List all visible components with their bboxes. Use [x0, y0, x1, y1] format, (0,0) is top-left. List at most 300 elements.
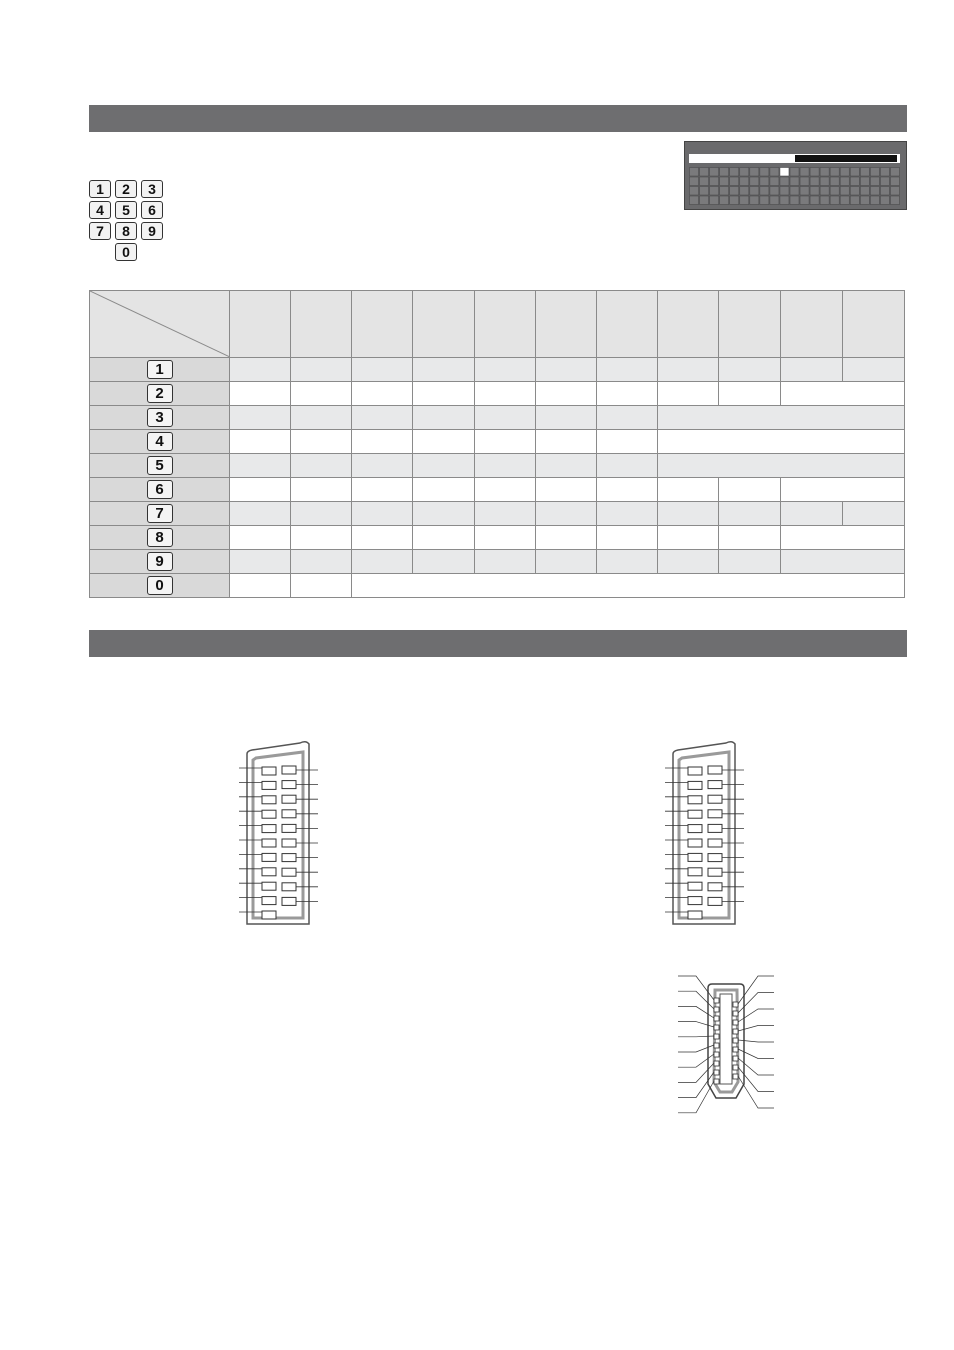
row-key-cell [90, 574, 230, 598]
scart-pin [282, 868, 296, 876]
hdmi-pin [714, 1025, 719, 1030]
grid-cell [750, 177, 759, 186]
table-cell [597, 406, 658, 430]
grid-cell [800, 177, 809, 186]
row-key-7: 7 [147, 504, 173, 523]
table-cell [475, 382, 536, 406]
scart-pin [282, 839, 296, 847]
table-header-cell [291, 291, 352, 358]
grid-cell [860, 177, 869, 186]
table-header-cell [843, 291, 905, 358]
grid-cell [750, 187, 759, 196]
table-cell [536, 478, 597, 502]
scart-pin [688, 810, 702, 818]
grid-cell [790, 177, 799, 186]
grid-cell [840, 187, 849, 196]
row-key-2: 2 [147, 384, 173, 403]
table-cell [352, 478, 413, 502]
table-header-cell [597, 291, 658, 358]
grid-cell [880, 196, 889, 205]
row-key-5: 5 [147, 456, 173, 475]
grid-cell [840, 196, 849, 205]
table-cell [291, 574, 352, 598]
hdmi-pin [714, 1043, 719, 1048]
grid-cell [790, 168, 799, 177]
table-header-cell [413, 291, 475, 358]
scart-pin [262, 839, 276, 847]
keypad-key-2: 2 [115, 180, 137, 198]
table-cell [230, 430, 291, 454]
table-cell [475, 526, 536, 550]
table-cell [413, 430, 475, 454]
grid-cell [870, 168, 879, 177]
table-cell [475, 550, 536, 574]
scart-pin [708, 897, 722, 905]
grid-cell [890, 196, 899, 205]
hdmi-pin [733, 1047, 738, 1052]
scart-pin [688, 796, 702, 804]
scart-pin [708, 781, 722, 789]
grid-cell [830, 196, 839, 205]
hdmi-pin [714, 1007, 719, 1012]
table-cell [291, 478, 352, 502]
table-cell [719, 478, 781, 502]
grid-cell [830, 177, 839, 186]
table-header-cell [719, 291, 781, 358]
keypad-key-3: 3 [141, 180, 163, 198]
table-cell [597, 454, 658, 478]
table-cell [352, 526, 413, 550]
grid-cell [850, 196, 859, 205]
grid-cell [730, 196, 739, 205]
section-header-bar-2 [89, 630, 907, 657]
table-row [90, 430, 905, 454]
keypad-key-4: 4 [89, 201, 111, 219]
character-grid [689, 167, 900, 205]
table-cell [536, 502, 597, 526]
grid-cell [840, 177, 849, 186]
table-cell [719, 502, 781, 526]
grid-cell [740, 177, 749, 186]
scart-pin [282, 766, 296, 774]
scart-pin [708, 824, 722, 832]
grid-cell [860, 196, 869, 205]
scart-pin [262, 897, 276, 905]
table-cell [719, 382, 781, 406]
table-cell [230, 454, 291, 478]
grid-cell [760, 177, 769, 186]
scart-pin [688, 781, 702, 789]
grid-cell [880, 187, 889, 196]
row-key-cell [90, 550, 230, 574]
scart-pin [262, 853, 276, 861]
grid-cell [690, 168, 699, 177]
scart-pin [708, 839, 722, 847]
table-cell [658, 406, 905, 430]
scart-pin [262, 796, 276, 804]
table-cell [536, 526, 597, 550]
table-cell [291, 430, 352, 454]
table-cell [536, 382, 597, 406]
table-row [90, 526, 905, 550]
hdmi-pin [733, 1020, 738, 1025]
table-cell [352, 406, 413, 430]
table-cell [230, 382, 291, 406]
table-cell [413, 502, 475, 526]
keypad-key-9: 9 [141, 222, 163, 240]
hdmi-pin [714, 1079, 719, 1084]
grid-cell [700, 168, 709, 177]
table-header-cell [230, 291, 291, 358]
scart-pin [708, 766, 722, 774]
table-cell [352, 502, 413, 526]
scart-connector-diagram-2 [660, 738, 750, 930]
section-header-bar-1 [89, 105, 907, 132]
table-cell [658, 478, 719, 502]
grid-cell [770, 168, 779, 177]
hdmi-pin [733, 1029, 738, 1034]
table-cell [597, 382, 658, 406]
row-key-3: 3 [147, 408, 173, 427]
row-key-9: 9 [147, 552, 173, 571]
table-cell [352, 454, 413, 478]
table-cell [536, 406, 597, 430]
grid-cell [710, 168, 719, 177]
grid-cell [790, 196, 799, 205]
table-cell [658, 550, 719, 574]
table-row [90, 382, 905, 406]
grid-cell [800, 187, 809, 196]
hdmi-pin [733, 1002, 738, 1007]
grid-cell [780, 187, 789, 196]
hdmi-pin [733, 1065, 738, 1070]
scart-pin [262, 781, 276, 789]
hdmi-connector-diagram [674, 968, 778, 1114]
scart-pin [282, 854, 296, 862]
grid-cell [720, 187, 729, 196]
table-cell [658, 502, 719, 526]
grid-cell [760, 196, 769, 205]
row-key-cell [90, 358, 230, 382]
grid-cell [860, 187, 869, 196]
table-cell [230, 502, 291, 526]
table-cell [719, 526, 781, 550]
scart-pin [282, 883, 296, 891]
hdmi-pin [714, 1052, 719, 1057]
row-key-cell [90, 502, 230, 526]
scart-pin [262, 825, 276, 833]
grid-cell [760, 187, 769, 196]
table-row [90, 478, 905, 502]
grid-cell [750, 168, 759, 177]
grid-cell [870, 177, 879, 186]
table-row [90, 358, 905, 382]
table-cell [413, 382, 475, 406]
hdmi-pin [733, 1038, 738, 1043]
grid-cell [810, 196, 819, 205]
scart-pin [282, 810, 296, 818]
scart-pin [282, 897, 296, 905]
scart-pin [688, 839, 702, 847]
grid-cell [730, 168, 739, 177]
table-cell [230, 526, 291, 550]
table-cell [230, 550, 291, 574]
table-cell [843, 502, 905, 526]
scart-pin [688, 825, 702, 833]
scart-pin [708, 868, 722, 876]
table-cell [781, 382, 905, 406]
keypad-key-6: 6 [141, 201, 163, 219]
scart-pin [262, 767, 276, 775]
grid-cell [690, 187, 699, 196]
grid-cell [810, 187, 819, 196]
row-key-cell [90, 406, 230, 430]
table-row [90, 574, 905, 598]
table-corner-cell [90, 291, 230, 358]
grid-cell [830, 187, 839, 196]
grid-cell [700, 196, 709, 205]
table-header-cell [536, 291, 597, 358]
row-key-cell [90, 454, 230, 478]
table-cell [597, 550, 658, 574]
hdmi-pin [714, 1016, 719, 1021]
connector-tongue [720, 994, 732, 1084]
table-cell [597, 358, 658, 382]
table-cell [352, 430, 413, 454]
grid-cell [690, 196, 699, 205]
table-cell [475, 502, 536, 526]
table-header-cell [475, 291, 536, 358]
table-cell [781, 550, 905, 574]
scart-pin [688, 897, 702, 905]
keypad-key-8: 8 [115, 222, 137, 240]
grid-cell [700, 187, 709, 196]
table-cell [413, 454, 475, 478]
table-cell [352, 550, 413, 574]
grid-cell [780, 168, 789, 177]
grid-cell [800, 196, 809, 205]
input-field-bar [689, 154, 900, 163]
scart-pin [708, 795, 722, 803]
table-cell [475, 406, 536, 430]
table-cell [230, 406, 291, 430]
grid-cell [810, 177, 819, 186]
grid-cell [870, 196, 879, 205]
table-cell [413, 526, 475, 550]
grid-cell [740, 187, 749, 196]
row-key-cell [90, 526, 230, 550]
scart-pin [688, 853, 702, 861]
table-cell [597, 478, 658, 502]
grid-cell [770, 196, 779, 205]
table-cell [475, 358, 536, 382]
scart-pin [688, 882, 702, 890]
table-cell [352, 358, 413, 382]
connector-inner [679, 752, 729, 918]
grid-cell [780, 177, 789, 186]
table-cell [781, 358, 843, 382]
grid-cell [740, 168, 749, 177]
table-cell [781, 478, 905, 502]
grid-cell [720, 177, 729, 186]
grid-cell [710, 177, 719, 186]
scart-pin [282, 781, 296, 789]
table-row [90, 454, 905, 478]
grid-cell [850, 168, 859, 177]
table-cell [230, 574, 291, 598]
row-key-0: 0 [147, 576, 173, 595]
table-cell [352, 382, 413, 406]
table-cell [536, 430, 597, 454]
character-input-panel [684, 141, 907, 210]
scart-pin [282, 824, 296, 832]
keypad-key-7: 7 [89, 222, 111, 240]
table-row [90, 406, 905, 430]
table-cell [291, 358, 352, 382]
table-row [90, 502, 905, 526]
table-cell [658, 454, 905, 478]
grid-cell [850, 177, 859, 186]
grid-cell [790, 187, 799, 196]
row-key-8: 8 [147, 528, 173, 547]
grid-cell [890, 168, 899, 177]
table-cell [475, 478, 536, 502]
grid-cell [800, 168, 809, 177]
grid-cell [820, 196, 829, 205]
table-cell [291, 406, 352, 430]
row-key-6: 6 [147, 480, 173, 499]
input-field-fill [795, 155, 897, 162]
keypad-key-0: 0 [115, 243, 137, 261]
grid-cell [780, 196, 789, 205]
table-cell [475, 454, 536, 478]
table-header-cell [781, 291, 843, 358]
table-header-cell [352, 291, 413, 358]
table-cell [781, 526, 905, 550]
table-cell [536, 358, 597, 382]
scart-pin [708, 810, 722, 818]
grid-cell [850, 187, 859, 196]
scart-pin [262, 882, 276, 890]
row-key-cell [90, 382, 230, 406]
table-cell [413, 358, 475, 382]
grid-cell [820, 187, 829, 196]
row-key-1: 1 [147, 360, 173, 379]
table-cell [413, 478, 475, 502]
row-key-cell [90, 430, 230, 454]
table-cell [658, 526, 719, 550]
table-cell [597, 526, 658, 550]
grid-cell [860, 168, 869, 177]
grid-cell [870, 187, 879, 196]
grid-cell [710, 187, 719, 196]
table-cell [230, 358, 291, 382]
table-cell [597, 502, 658, 526]
table-cell [291, 502, 352, 526]
table-cell [781, 502, 843, 526]
scart-pin [262, 911, 276, 919]
grid-cell [690, 177, 699, 186]
hdmi-pin [733, 1011, 738, 1016]
hdmi-pin [714, 1070, 719, 1075]
hdmi-pin [714, 998, 719, 1003]
table-cell [475, 430, 536, 454]
hdmi-pin [733, 1074, 738, 1079]
table-header-cell [658, 291, 719, 358]
keypad-key-5: 5 [115, 201, 137, 219]
table-cell [658, 382, 719, 406]
table-cell [658, 358, 719, 382]
table-header-row [90, 291, 905, 358]
scart-pin [688, 767, 702, 775]
grid-cell [880, 168, 889, 177]
grid-cell [710, 196, 719, 205]
scart-pin [262, 868, 276, 876]
grid-cell [890, 177, 899, 186]
grid-cell [770, 187, 779, 196]
table-cell [413, 550, 475, 574]
character-table [89, 290, 905, 598]
scart-connector-diagram-1 [234, 738, 324, 930]
hdmi-pin [714, 1061, 719, 1066]
scart-pin [708, 854, 722, 862]
grid-cell [700, 177, 709, 186]
table-cell [291, 550, 352, 574]
connector-inner [253, 752, 303, 918]
table-cell [719, 358, 781, 382]
grid-cell [810, 168, 819, 177]
row-key-cell [90, 478, 230, 502]
table-cell [719, 550, 781, 574]
table-cell [843, 358, 905, 382]
hdmi-pin [714, 1034, 719, 1039]
table-cell [291, 526, 352, 550]
grid-cell [890, 187, 899, 196]
grid-cell [770, 177, 779, 186]
table-cell [291, 454, 352, 478]
scart-pin [688, 911, 702, 919]
row-key-4: 4 [147, 432, 173, 451]
grid-cell [840, 168, 849, 177]
grid-cell [740, 196, 749, 205]
scart-pin [262, 810, 276, 818]
grid-cell [750, 196, 759, 205]
diagonal-divider [90, 291, 230, 357]
keypad-key-1: 1 [89, 180, 111, 198]
table-cell [536, 454, 597, 478]
grid-cell [830, 168, 839, 177]
table-cell [536, 550, 597, 574]
grid-cell [720, 168, 729, 177]
table-cell [291, 382, 352, 406]
table-cell [413, 406, 475, 430]
grid-cell [720, 196, 729, 205]
grid-cell [730, 187, 739, 196]
grid-cell [880, 177, 889, 186]
grid-cell [820, 177, 829, 186]
table-row [90, 550, 905, 574]
table-cell [230, 478, 291, 502]
scart-pin [688, 868, 702, 876]
scart-pin [282, 795, 296, 803]
grid-cell [820, 168, 829, 177]
table-cell [352, 574, 905, 598]
table-cell [597, 430, 658, 454]
grid-cell [730, 177, 739, 186]
table-cell [658, 430, 905, 454]
hdmi-pin [733, 1056, 738, 1061]
scart-pin [708, 883, 722, 891]
